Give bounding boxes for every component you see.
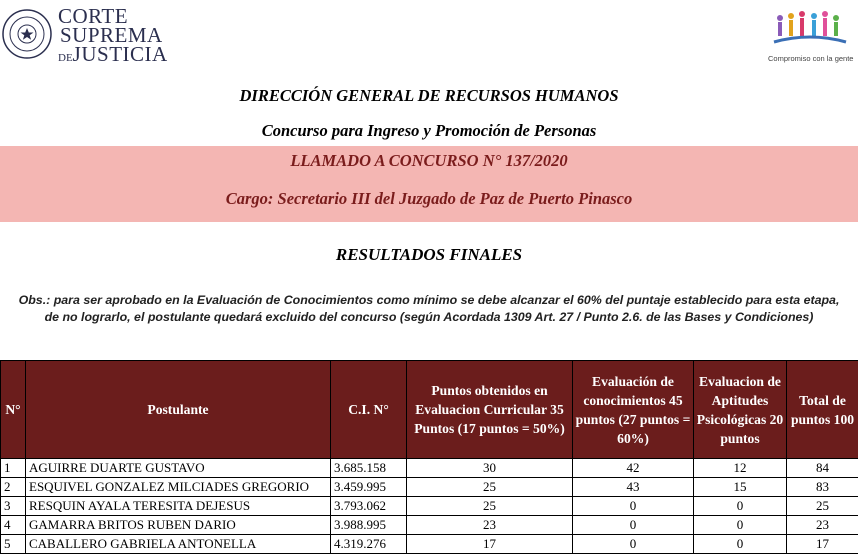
row-total: 23	[787, 516, 858, 535]
observation-note: Obs.: para ser aprobado en la Evaluación de Conocimientos como mínimo se debe alcanzar el 60% del puntaje establecido para esta etapa, de no lograrlo, el postulante quedará excluido del concurso (según Acordada 1309 Art. 27 / Punto 2.6. de las Bases y Condiciones)	[10, 292, 848, 326]
row-aptitudes: 0	[694, 516, 787, 535]
resultados-title: RESULTADOS FINALES	[0, 245, 858, 265]
row-conocimientos: 0	[573, 516, 694, 535]
row-conocimientos: 42	[573, 459, 694, 478]
row-num: 5	[1, 535, 26, 554]
slogan: Compromiso con la gente	[768, 54, 852, 63]
header-curricular: Puntos obtenidos en Evaluacion Curricular 35 Puntos (17 puntos = 50%)	[407, 361, 573, 459]
cargo-title: Cargo: Secretario III del Juzgado de Paz de Puerto Pinasco	[0, 189, 858, 209]
header-postulante: Postulante	[26, 361, 331, 459]
table-row	[1, 535, 858, 554]
people-icon	[768, 8, 852, 54]
row-num: 3	[1, 497, 26, 516]
row-ci: 3.459.995	[331, 478, 407, 497]
row-num: 2	[1, 478, 26, 497]
row-conocimientos: 0	[573, 535, 694, 554]
header-aptitudes: Evaluacion de Aptitudes Psicológicas 20 puntos	[694, 361, 787, 459]
row-curricular: 23	[407, 516, 573, 535]
logo-line-de: DE	[58, 52, 73, 64]
results-table	[0, 360, 858, 554]
row-curricular: 17	[407, 535, 573, 554]
row-aptitudes: 12	[694, 459, 787, 478]
row-total: 83	[787, 478, 858, 497]
table-row	[1, 516, 858, 535]
header-conocimientos: Evaluación de conocimientos 45 puntos (27 puntos = 60%)	[573, 361, 694, 459]
row-name: AGUIRRE DUARTE GUSTAVO	[26, 459, 331, 478]
row-curricular: 30	[407, 459, 573, 478]
row-curricular: 25	[407, 497, 573, 516]
logo-line-suprema: SUPREMA	[58, 26, 168, 45]
row-ci: 4.319.276	[331, 535, 407, 554]
row-total: 17	[787, 535, 858, 554]
row-name: GAMARRA BRITOS RUBEN DARIO	[26, 516, 331, 535]
compromiso-logo	[768, 8, 852, 64]
csj-logo	[2, 6, 172, 68]
row-aptitudes: 15	[694, 478, 787, 497]
row-conocimientos: 0	[573, 497, 694, 516]
row-name: ESQUIVEL GONZALEZ MILCIADES GREGORIO	[26, 478, 331, 497]
row-total: 25	[787, 497, 858, 516]
logo-line-justicia: JUSTICIA	[73, 42, 168, 66]
header-num: N°	[1, 361, 26, 459]
row-conocimientos: 43	[573, 478, 694, 497]
llamado-title: LLAMADO A CONCURSO N° 137/2020	[0, 151, 858, 171]
row-curricular: 25	[407, 478, 573, 497]
seal-icon	[2, 6, 52, 62]
concurso-title: Concurso para Ingreso y Promoción de Personas	[0, 121, 858, 141]
row-ci: 3.793.062	[331, 497, 407, 516]
row-ci: 3.685.158	[331, 459, 407, 478]
header-ci: C.I. N°	[331, 361, 407, 459]
row-num: 1	[1, 459, 26, 478]
row-total: 84	[787, 459, 858, 478]
table-row	[1, 497, 858, 516]
row-ci: 3.988.995	[331, 516, 407, 535]
header-total: Total de puntos 100	[787, 361, 858, 459]
table-row	[1, 478, 858, 497]
row-num: 4	[1, 516, 26, 535]
row-aptitudes: 0	[694, 497, 787, 516]
row-name: CABALLERO GABRIELA ANTONELLA	[26, 535, 331, 554]
table-row	[1, 459, 858, 478]
direccion-title: DIRECCIÓN GENERAL DE RECURSOS HUMANOS	[0, 86, 858, 106]
row-aptitudes: 0	[694, 535, 787, 554]
logo-line-corte: CORTE	[58, 7, 168, 26]
row-name: RESQUIN AYALA TERESITA DEJESUS	[26, 497, 331, 516]
